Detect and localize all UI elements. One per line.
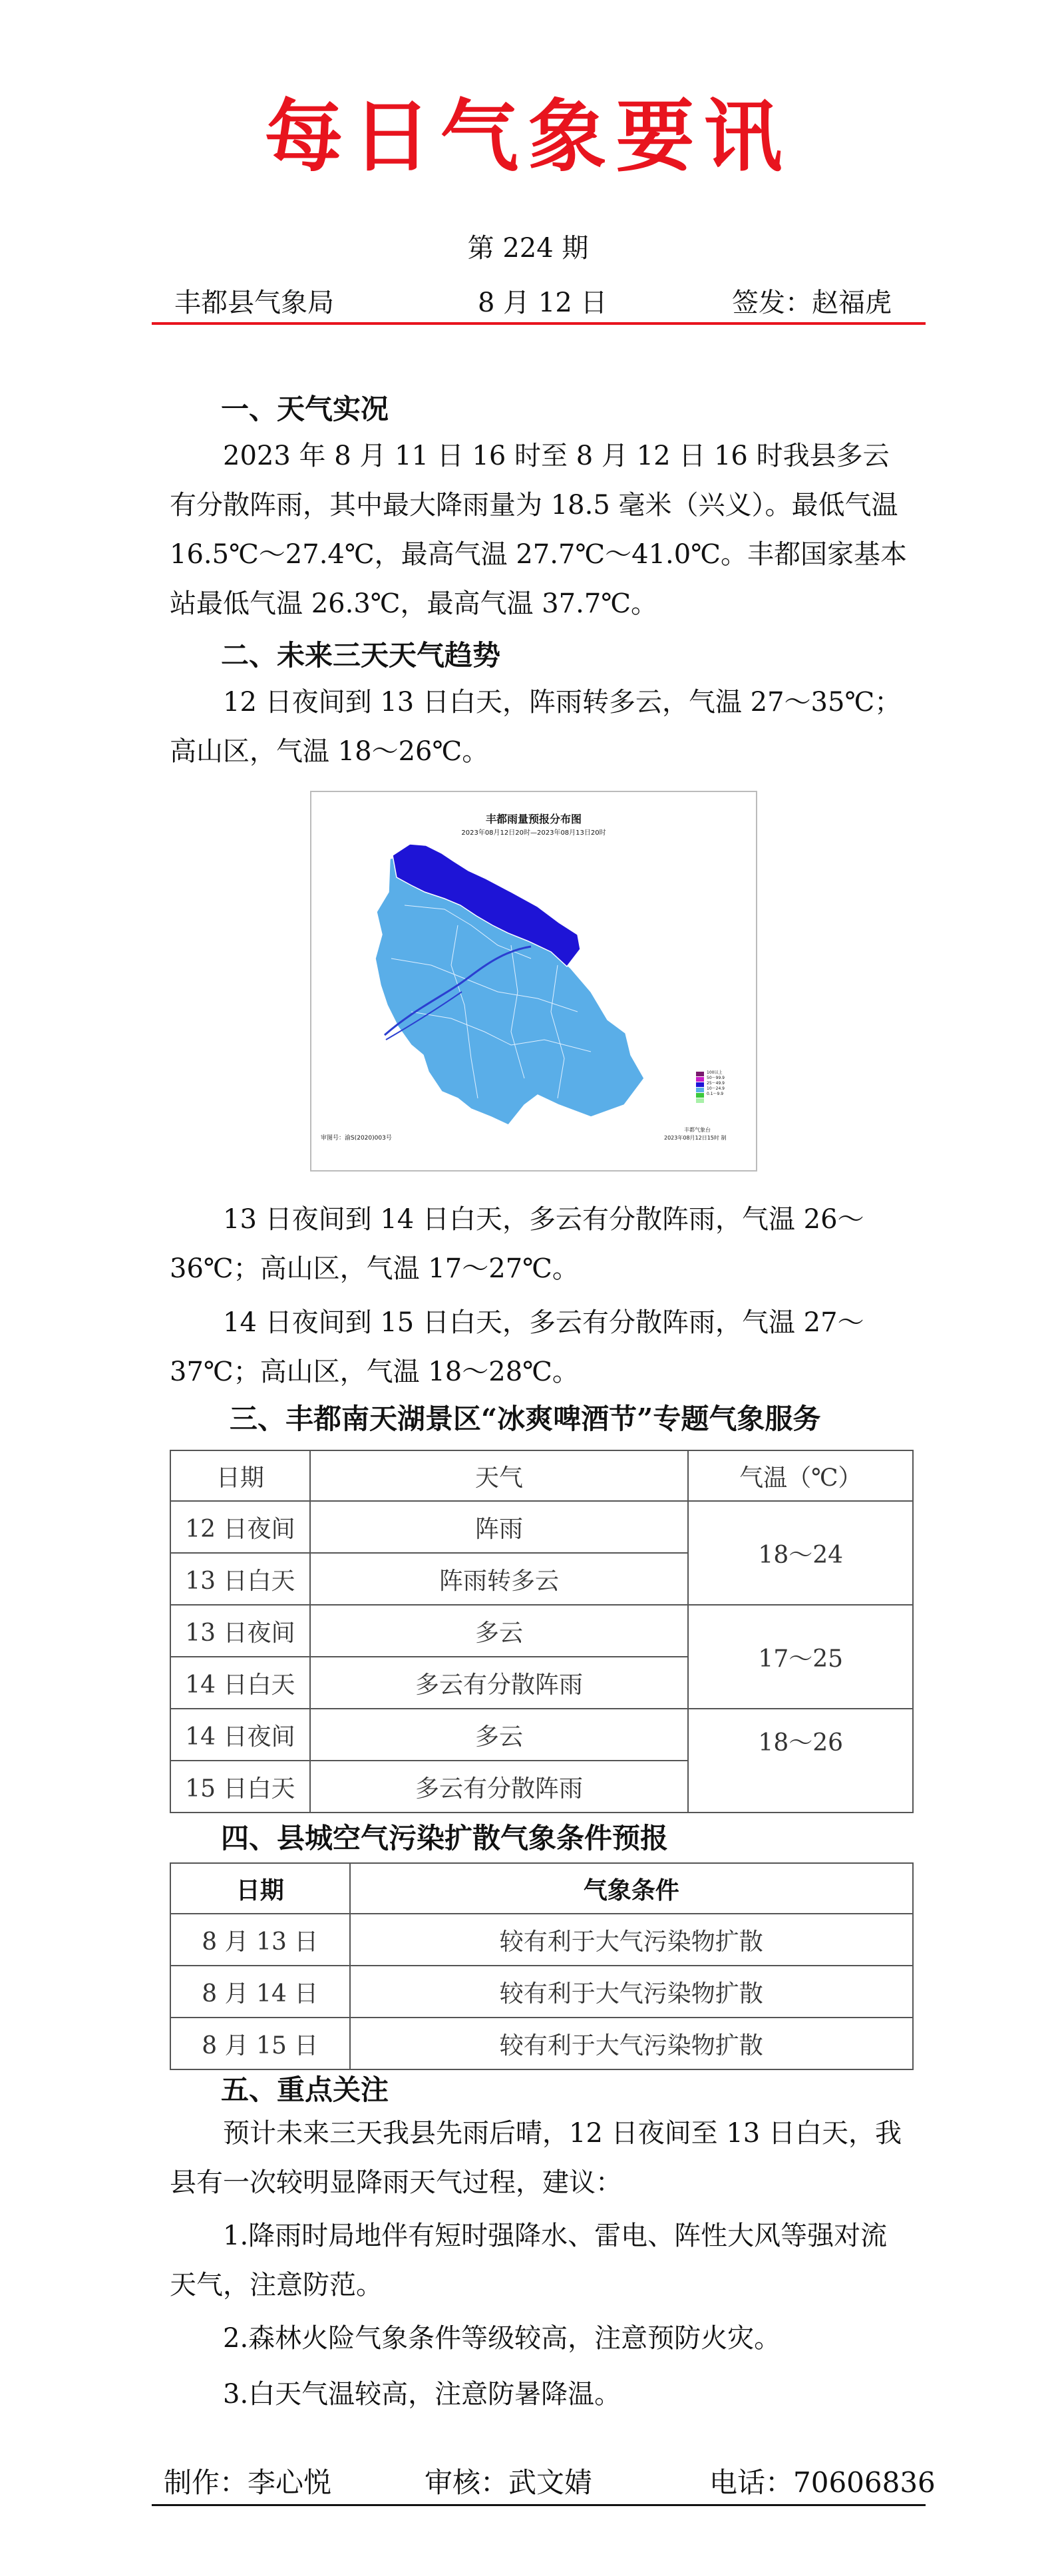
table-row [170, 1914, 913, 1966]
rainfall-forecast-map [310, 791, 757, 1172]
section-5-paragraph: 预计未来三天我县先雨后晴，12 日夜间至 13 日白天，我县有一次较明显降雨天气过程，建议： [170, 2118, 902, 2198]
header-condition: 气象条件 [350, 1863, 913, 1914]
advice-item-2: 2.森林火险气象条件等级较高，注意预防火灾。 [223, 2323, 781, 2354]
section-2-heading: 二、未来三天天气趋势 [221, 639, 501, 672]
row-temperature: 18～26 [688, 1709, 913, 1813]
row-weather: 多云 [310, 1605, 689, 1657]
table-row [170, 1605, 913, 1657]
row-temperature: 18～24 [688, 1501, 913, 1605]
row-date: 8 月 14 日 [170, 1966, 350, 2018]
footer-maker: 制作：李心悦 [164, 2466, 332, 2499]
row-date: 12 日夜间 [170, 1501, 310, 1553]
row-condition: 较有利于大气污染物扩散 [350, 2018, 913, 2069]
map-graphic [311, 792, 756, 1170]
section-3-heading: 三、丰都南天湖景区“冰爽啤酒节”专题气象服务 [230, 1402, 821, 1435]
row-condition: 较有利于大气污染物扩散 [350, 1966, 913, 2018]
row-date: 8 月 15 日 [170, 2018, 350, 2069]
section-2-paragraph-1: 12 日夜间到 13 日白天，阵雨转多云，气温 27～35℃；高山区，气温 18～26℃。 [170, 687, 902, 767]
table-row [170, 1709, 913, 1761]
row-weather: 多云有分散阵雨 [310, 1657, 689, 1709]
map-agency: 丰都气象台 [684, 1127, 711, 1133]
air-pollution-table [170, 1862, 914, 2070]
header-weather: 天气 [310, 1450, 689, 1501]
row-weather: 阵雨转多云 [310, 1553, 689, 1605]
section-5-heading: 五、重点关注 [221, 2073, 389, 2106]
row-date: 13 日夜间 [170, 1605, 310, 1657]
header-date: 日期 [170, 1863, 350, 1914]
row-weather: 阵雨 [310, 1501, 689, 1553]
issuing-organization: 丰都县气象局 [174, 288, 334, 318]
signer: 签发：赵福虎 [732, 288, 892, 318]
scenic-forecast-table [170, 1450, 914, 1813]
section-2-paragraph-2: 13 日夜间到 14 日白天，多云有分散阵雨，气温 26～36℃；高山区，气温 17～27℃。 [170, 1204, 864, 1284]
row-date: 14 日夜间 [170, 1709, 310, 1761]
section-1-heading: 一、天气实况 [221, 393, 389, 425]
advice-item-1: 1.降雨时局地伴有短时强降水、雷电、阵性大风等强对流天气，注意防范。 [170, 2221, 888, 2300]
section-1-paragraph: 2023 年 8 月 11 日 16 时至 8 月 12 日 16 时我县多云有分散阵雨，其中最大降雨量为 18.5 毫米（兴义）。最低气温 16.5℃～27.4℃，最高气温 27.7℃～41.0℃。丰都国家基本站最低气温 26.3℃，最高气温 37.7℃。 [170, 441, 907, 619]
map-legend-labels: 100以上 50～99.9 25～49.9 10～24.9 0.1～9.9 [707, 1070, 725, 1096]
row-date: 14 日白天 [170, 1657, 310, 1709]
footer-reviewer: 审核：武文婧 [425, 2466, 593, 2499]
map-title: 丰都雨量预报分布图 [485, 813, 582, 825]
header-divider [152, 322, 926, 325]
row-date: 15 日白天 [170, 1761, 310, 1813]
map-review-number: 审图号：渝S(2020)003号 [321, 1135, 392, 1142]
bulletin-title: 每日气象要讯 [264, 90, 792, 182]
map-subtitle: 2023年08月12日20时—2023年08月13日20时 [461, 829, 606, 837]
map-issued-time: 2023年08月12日15时 制 [664, 1135, 727, 1141]
issue-number: 第 224 期 [467, 233, 589, 264]
row-date: 13 日白天 [170, 1553, 310, 1605]
advice-item-3: 3.白天气温较高，注意防暑降温。 [223, 2379, 621, 2410]
header-date: 日期 [170, 1450, 310, 1501]
row-temperature: 17～25 [688, 1605, 913, 1709]
row-condition: 较有利于大气污染物扩散 [350, 1914, 913, 1966]
footer-divider [152, 2504, 926, 2506]
header-temperature: 气温（℃） [688, 1450, 913, 1501]
table-header-row [170, 1450, 913, 1501]
footer-phone: 电话：70606836 [709, 2466, 936, 2499]
table-row [170, 1966, 913, 2018]
section-2-paragraph-3: 14 日夜间到 15 日白天，多云有分散阵雨，气温 27～37℃；高山区，气温 18～28℃。 [170, 1307, 864, 1387]
table-row [170, 1501, 913, 1553]
table-header-row [170, 1863, 913, 1914]
map-legend [696, 1072, 704, 1103]
table-row [170, 2018, 913, 2069]
section-4-heading: 四、县城空气污染扩散气象条件预报 [221, 1822, 669, 1854]
row-weather: 多云有分散阵雨 [310, 1761, 689, 1813]
row-weather: 多云 [310, 1709, 689, 1761]
row-date: 8 月 13 日 [170, 1914, 350, 1966]
issue-date: 8 月 12 日 [478, 288, 608, 318]
